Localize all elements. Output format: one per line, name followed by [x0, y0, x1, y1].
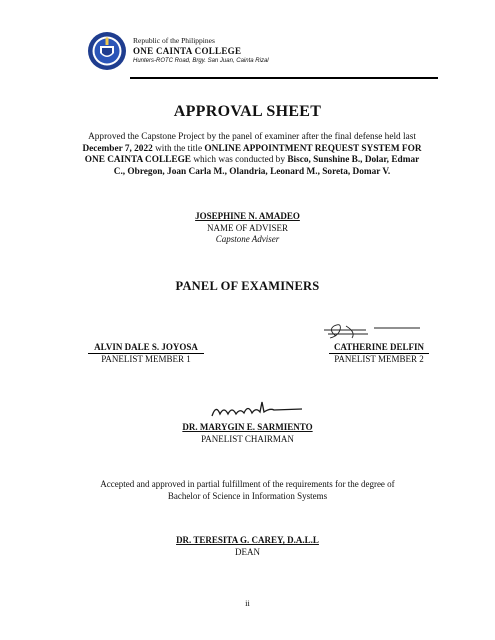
dean-name: DR. TERESITA G. CAREY, D.A.L.L: [176, 535, 319, 545]
republic-line: Republic of the Philippines: [133, 36, 215, 45]
college-seal-icon: [87, 31, 127, 71]
college-header: [133, 36, 269, 66]
author-list: Bisco, Sunshine B., Dolar, Edmar C., Obregon, Joan Carla M., Olandria, Leonard M., Soreta, Domar V.: [113, 155, 420, 177]
chairman-name: DR. MARYGIN E. SARMIENTO: [182, 422, 313, 432]
approval-text-2: with the title: [152, 143, 205, 154]
approval-text-3: which was conducted by: [191, 155, 288, 166]
defense-date: December 7, 2022: [82, 143, 153, 154]
acceptance-statement: [0, 479, 495, 502]
acceptance-line-2: Bachelor of Science in Information Systems: [167, 490, 328, 501]
dean-role: DEAN: [235, 546, 260, 557]
college-name: ONE CAINTA COLLEGE: [133, 46, 242, 56]
approval-text-1: Approved the Capstone Project by the panel of examiner after the final defense held last: [88, 132, 416, 142]
adviser-label: NAME OF ADVISER: [206, 222, 288, 233]
panelist-1-name: ALVIN DALE S. JOYOSA: [94, 342, 198, 352]
acceptance-line-1: Accepted and approved in partial fulfillment of the requirements for the degree of: [100, 479, 395, 489]
college-address: Hunters-ROTC Road, Brgy. San Juan, Cainta Rizal: [133, 58, 269, 64]
panelist-2-name: CATHERINE DELFIN: [333, 342, 425, 352]
dean-block: [0, 535, 495, 558]
panelist-1-role: PANELIST MEMBER 1: [88, 353, 204, 365]
panel-heading: PANEL OF EXAMINERS: [175, 279, 320, 293]
adviser-name: JOSEPHINE N. AMADEO: [195, 211, 300, 221]
panelist-2-role: PANELIST MEMBER 2: [329, 353, 429, 365]
chairman-block: [0, 422, 495, 445]
chairman-role: PANELIST CHAIRMAN: [201, 433, 294, 444]
panelist-1-block: [88, 342, 204, 365]
header-rule: [130, 77, 438, 79]
adviser-block: [0, 211, 495, 246]
page-number: ii: [245, 598, 250, 608]
project-title: ONLINE APPOINTMENT REQUEST SYSTEM FOR ONE CAINTA COLLEGE: [84, 143, 422, 166]
approval-paragraph: [82, 132, 422, 178]
page-title: APPROVAL SHEET: [173, 103, 322, 120]
adviser-role: Capstone Adviser: [215, 234, 280, 244]
panelist-2-block: [329, 342, 429, 365]
chairman-signature: [208, 398, 308, 420]
